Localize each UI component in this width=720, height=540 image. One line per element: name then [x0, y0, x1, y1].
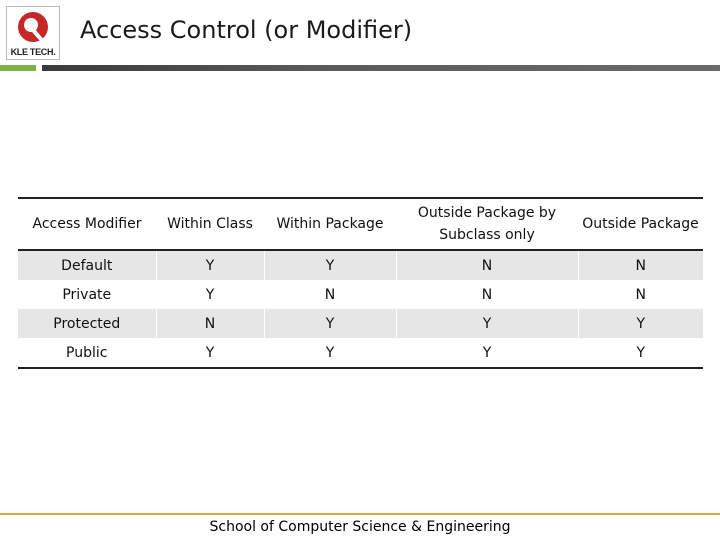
header-access-modifier: Access Modifier [32, 216, 142, 232]
cell-outside-package: N [578, 250, 703, 280]
cell-within-class: Y [156, 250, 264, 280]
footer-rule [0, 513, 720, 515]
cell-outside-subclass: Y [396, 338, 578, 368]
cell-modifier: Public [66, 344, 108, 361]
cell-within-package: Y [264, 250, 396, 280]
header-within-package: Within Package [276, 216, 384, 232]
cell-within-class: Y [156, 280, 264, 309]
cell-outside-subclass: Y [396, 309, 578, 338]
cell-within-package: Y [264, 338, 396, 368]
footer-text: School of Computer Science & Engineering [209, 519, 511, 535]
header-outside-package-subclass: Outside Package by Subclass only [417, 205, 557, 243]
header-within-class: Within Class [167, 216, 253, 232]
cell-modifier: Private [62, 286, 112, 303]
cell-within-package: Y [264, 309, 396, 338]
cell-outside-package: Y [578, 338, 703, 368]
cell-within-class: N [156, 309, 264, 338]
table-row [18, 338, 703, 368]
title-rule-accent [0, 65, 36, 71]
title-rule [42, 65, 720, 71]
logo-text: KLE TECH. [10, 47, 56, 57]
access-modifier-table [18, 197, 703, 369]
cell-outside-subclass: N [396, 280, 578, 309]
cell-outside-subclass: N [396, 250, 578, 280]
kle-tech-logo [6, 6, 60, 60]
slide-title: Access Control (or Modifier) [80, 16, 413, 44]
cell-outside-package: N [578, 280, 703, 309]
cell-modifier: Protected [18, 309, 156, 338]
table-header-row [18, 198, 703, 250]
cell-within-class: Y [156, 338, 264, 368]
cell-modifier: Default [18, 250, 156, 280]
logo-emblem-icon [7, 7, 59, 47]
table-row [18, 250, 703, 280]
cell-within-package: N [264, 280, 396, 309]
header-outside-package: Outside Package [582, 216, 699, 232]
table-row [18, 309, 703, 338]
table-row [18, 280, 703, 309]
cell-outside-package: Y [578, 309, 703, 338]
